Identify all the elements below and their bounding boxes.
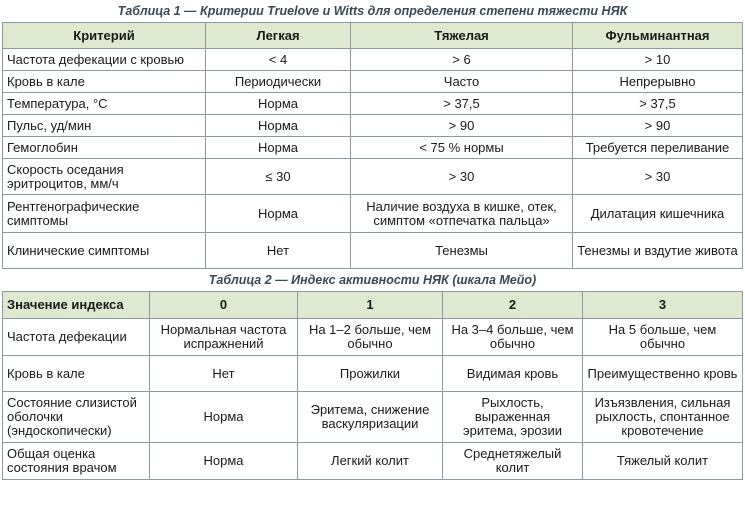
row-label: Кровь в кале [3, 71, 206, 93]
row-label: Скорость оседания эритроцитов, мм/ч [3, 159, 206, 195]
row-label: Температура, °С [3, 93, 206, 115]
table-header-row [3, 23, 743, 49]
header-fulminant: Фульминантная [573, 23, 743, 49]
header-score-3: 3 [583, 292, 743, 319]
table-cell: Норма [150, 443, 298, 480]
header-mild: Легкая [206, 23, 351, 49]
table-cell: На 1–2 больше, чем обычно [298, 319, 443, 356]
table1-caption: Таблица 1 — Критерии Truelove и Witts для определения степени тяжести НЯК [117, 4, 628, 18]
table-cell: Норма [206, 137, 351, 159]
table-cell: > 37,5 [573, 93, 743, 115]
table-cell: Прожилки [298, 356, 443, 392]
row-label: Состояние слизистой оболочки (эндоскопически) [3, 392, 150, 443]
row-label: Гемоглобин [3, 137, 206, 159]
truelove-witts-table [2, 22, 743, 269]
table-row [3, 71, 743, 93]
row-label: Частота дефекации [3, 319, 150, 356]
table-cell: Видимая кровь [443, 356, 583, 392]
table-cell: Норма [206, 93, 351, 115]
table-cell: Легкий колит [298, 443, 443, 480]
table-cell: ≤ 30 [206, 159, 351, 195]
table-row [3, 233, 743, 269]
row-label: Кровь в кале [3, 356, 150, 392]
table-cell: Преимущественно кровь [583, 356, 743, 392]
table-cell: На 5 больше, чем обычно [583, 319, 743, 356]
table-row [3, 443, 743, 480]
table-row [3, 115, 743, 137]
table-row [3, 195, 743, 233]
table-cell: Периодически [206, 71, 351, 93]
table-cell: Среднетяжелый колит [443, 443, 583, 480]
header-severe: Тяжелая [351, 23, 573, 49]
table-row [3, 356, 743, 392]
table-cell: Тяжелый колит [583, 443, 743, 480]
table-cell: > 30 [351, 159, 573, 195]
mayo-index-table [2, 291, 743, 480]
table-row [3, 159, 743, 195]
row-label: Пульс, уд/мин [3, 115, 206, 137]
table-cell: Требуется переливание [573, 137, 743, 159]
table2-caption: Таблица 2 — Индекс активности НЯК (шкала Мейо) [208, 273, 537, 287]
table-cell: Нет [206, 233, 351, 269]
table-cell: < 75 % нормы [351, 137, 573, 159]
table-cell: Норма [150, 392, 298, 443]
table-row [3, 137, 743, 159]
table-cell: Рыхлость, выраженная эритема, эрозии [443, 392, 583, 443]
header-criterion: Критерий [3, 23, 206, 49]
table-row [3, 392, 743, 443]
table-cell: Нет [150, 356, 298, 392]
table-cell: Непрерывно [573, 71, 743, 93]
table-cell: Дилатация кишечника [573, 195, 743, 233]
header-index-value: Значение индекса [3, 292, 150, 319]
header-score-2: 2 [443, 292, 583, 319]
table-cell: > 90 [351, 115, 573, 137]
table-cell: Наличие воздуха в кишке, отек, симптом «отпечатка пальца» [351, 195, 573, 233]
table-cell: Норма [206, 195, 351, 233]
table-cell: Нормальная частота испражнений [150, 319, 298, 356]
table-cell: Тенезмы [351, 233, 573, 269]
header-score-0: 0 [150, 292, 298, 319]
table-cell: > 6 [351, 49, 573, 71]
table-cell: На 3–4 больше, чем обычно [443, 319, 583, 356]
row-label: Частота дефекации с кровью [3, 49, 206, 71]
table-cell: > 90 [573, 115, 743, 137]
header-score-1: 1 [298, 292, 443, 319]
table-cell: < 4 [206, 49, 351, 71]
table-cell: > 10 [573, 49, 743, 71]
row-label: Общая оценка состояния врачом [3, 443, 150, 480]
table-cell: Часто [351, 71, 573, 93]
table-row [3, 319, 743, 356]
table-cell: > 30 [573, 159, 743, 195]
table-cell: Норма [206, 115, 351, 137]
row-label: Рентгенографические симптомы [3, 195, 206, 233]
table-row [3, 93, 743, 115]
table-row [3, 49, 743, 71]
row-label: Клинические симптомы [3, 233, 206, 269]
table-cell: Тенезмы и вздутие живота [573, 233, 743, 269]
table-cell: Эритема, снижение васкуляризации [298, 392, 443, 443]
table-header-row [3, 292, 743, 319]
table-cell: Изъязвления, сильная рыхлость, спонтанное кровотечение [583, 392, 743, 443]
table-cell: > 37,5 [351, 93, 573, 115]
